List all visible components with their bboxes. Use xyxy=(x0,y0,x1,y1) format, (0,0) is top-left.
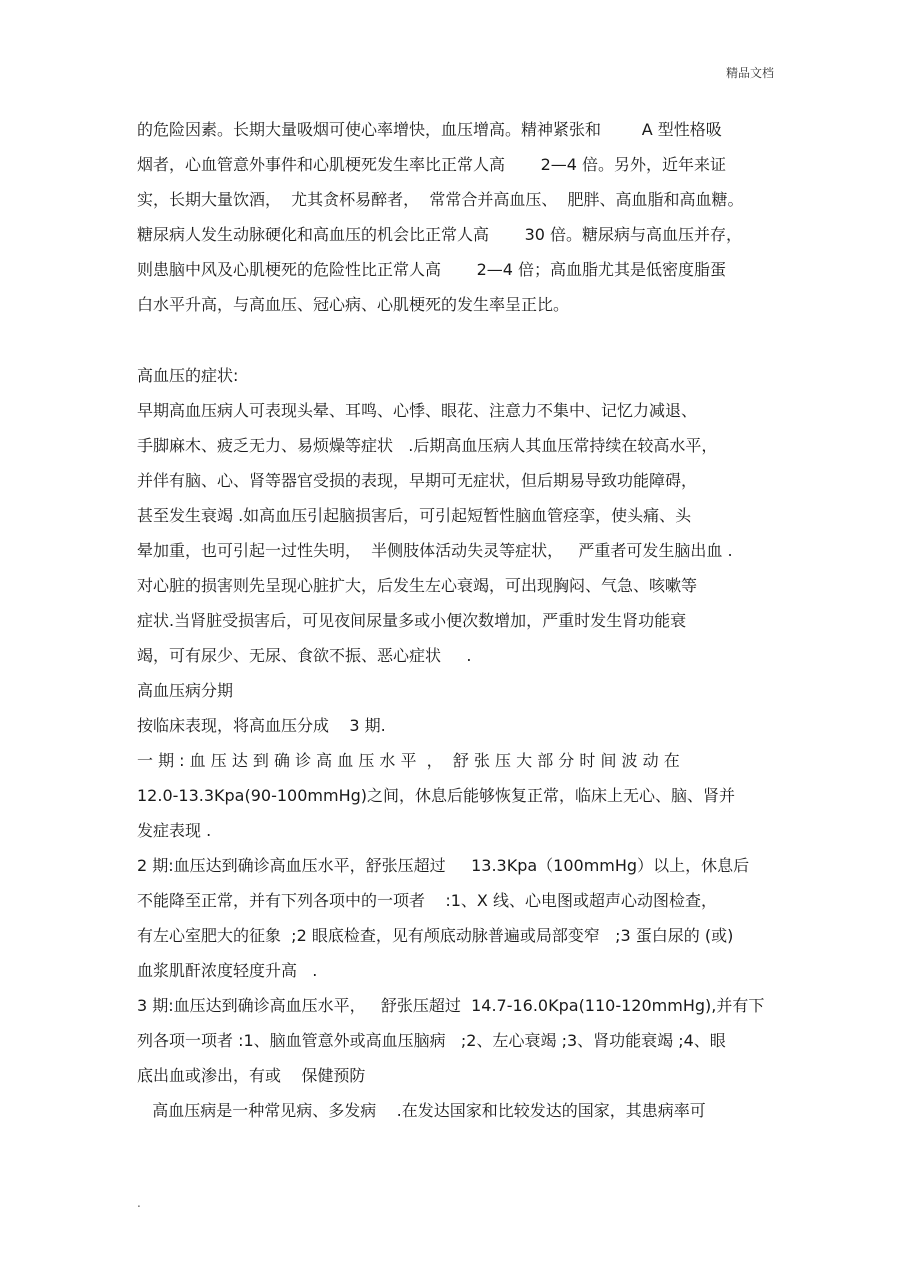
section-heading-stages: 高血压病分期 xyxy=(137,681,234,700)
text-line: 列各项一项者 :1、脑血管意外或高血压脑病 ;2、左心衰竭 ;3、肾功能衰竭 ;4、眼 xyxy=(137,1031,726,1050)
paragraph-symptoms-and-stages xyxy=(137,358,777,1128)
text-line: 手脚麻木、疲乏无力、易烦燥等症状 .后期高血压病人其血压常持续在较高水平， xyxy=(137,436,718,455)
footer-mark: . xyxy=(137,1196,141,1210)
text-line: 发症表现 . xyxy=(137,821,212,840)
text-line: 并伴有脑、心、肾等器官受损的表现，早期可无症状，但后期易导致功能障碍， xyxy=(137,471,698,490)
text-line: 症状.当肾脏受损害后，可见夜间尿量多或小便次数增加，严重时发生肾功能衰 xyxy=(137,611,687,630)
text-line: 按临床表现，将高血压分成 3 期. xyxy=(137,716,386,735)
text-line: 一 期 : 血 压 达 到 确 诊 高 血 压 水 平 ， 舒 张 压 大 部 分 时 间 波 动 在 xyxy=(137,751,680,770)
text-line: 白水平升高，与高血压、冠心病、心肌梗死的发生率呈正比。 xyxy=(137,295,570,314)
paragraph-gap xyxy=(137,322,777,358)
paragraph-risk-factors xyxy=(137,112,777,322)
text-line: 血浆肌酐浓度轻度升高 . xyxy=(137,961,318,980)
text-line: 不能降至正常，并有下列各项中的一项者 :1、X 线、心电图或超声心动图检查， xyxy=(137,891,717,910)
text-line: 2 期:血压达到确诊高血压水平，舒张压超过 13.3Kpa（100mmHg）以上，休息后 xyxy=(137,856,750,875)
page-header-label: 精品文档 xyxy=(725,66,774,80)
section-heading-symptoms: 高血压的症状: xyxy=(137,366,239,385)
text-line: 的危险因素。长期大量吸烟可使心率增快，血压增高。精神紧张和 A 型性格吸 xyxy=(137,120,722,139)
text-line: 则患脑中风及心肌梗死的危险性比正常人高 2—4 倍；高血脂尤其是低密度脂蛋 xyxy=(137,260,727,279)
document-body xyxy=(137,112,777,1128)
text-line: 晕加重，也可引起一过性失明， 半侧肢体活动失灵等症状， 严重者可发生脑出血 . xyxy=(137,541,733,560)
text-line: 高血压病是一种常见病、多发病 .在发达国家和比较发达的国家，其患病率可 xyxy=(137,1101,706,1120)
text-line: 对心脏的损害则先呈现心脏扩大，后发生左心衰竭，可出现胸闷、气急、咳嗽等 xyxy=(137,576,698,595)
text-line: 早期高血压病人可表现头晕、耳鸣、心悸、眼花、注意力不集中、记忆力减退、 xyxy=(137,401,698,420)
text-line: 糖尿病人发生动脉硬化和高血压的机会比正常人高 30 倍。糖尿病与高血压并存， xyxy=(137,225,743,244)
text-line: 实，长期大量饮酒， 尤其贪杯易醉者， 常常合并高血压、 肥胖、高血脂和高血糖。 xyxy=(137,190,744,209)
text-line: 竭，可有尿少、无尿、食欲不振、恶心症状 . xyxy=(137,646,472,665)
text-line: 3 期:血压达到确诊高血压水平， 舒张压超过 14.7-16.0Kpa(110-120mmHg),并有下 xyxy=(137,996,765,1015)
text-line: 甚至发生衰竭 .如高血压引起脑损害后，可引起短暂性脑血管痉挛，使头痛、头 xyxy=(137,506,692,525)
text-line: 有左心室肥大的征象 ;2 眼底检查，见有颅底动脉普遍或局部变窄 ;3 蛋白尿的 (或) xyxy=(137,926,734,945)
text-line: 底出血或渗出，有或 保健预防 xyxy=(137,1066,366,1085)
text-line: 12.0-13.3Kpa(90-100mmHg)之间，休息后能够恢复正常，临床上无心、脑、肾并 xyxy=(137,786,735,805)
text-line: 烟者，心血管意外事件和心肌梗死发生率比正常人高 2—4 倍。另外，近年来证 xyxy=(137,155,727,174)
